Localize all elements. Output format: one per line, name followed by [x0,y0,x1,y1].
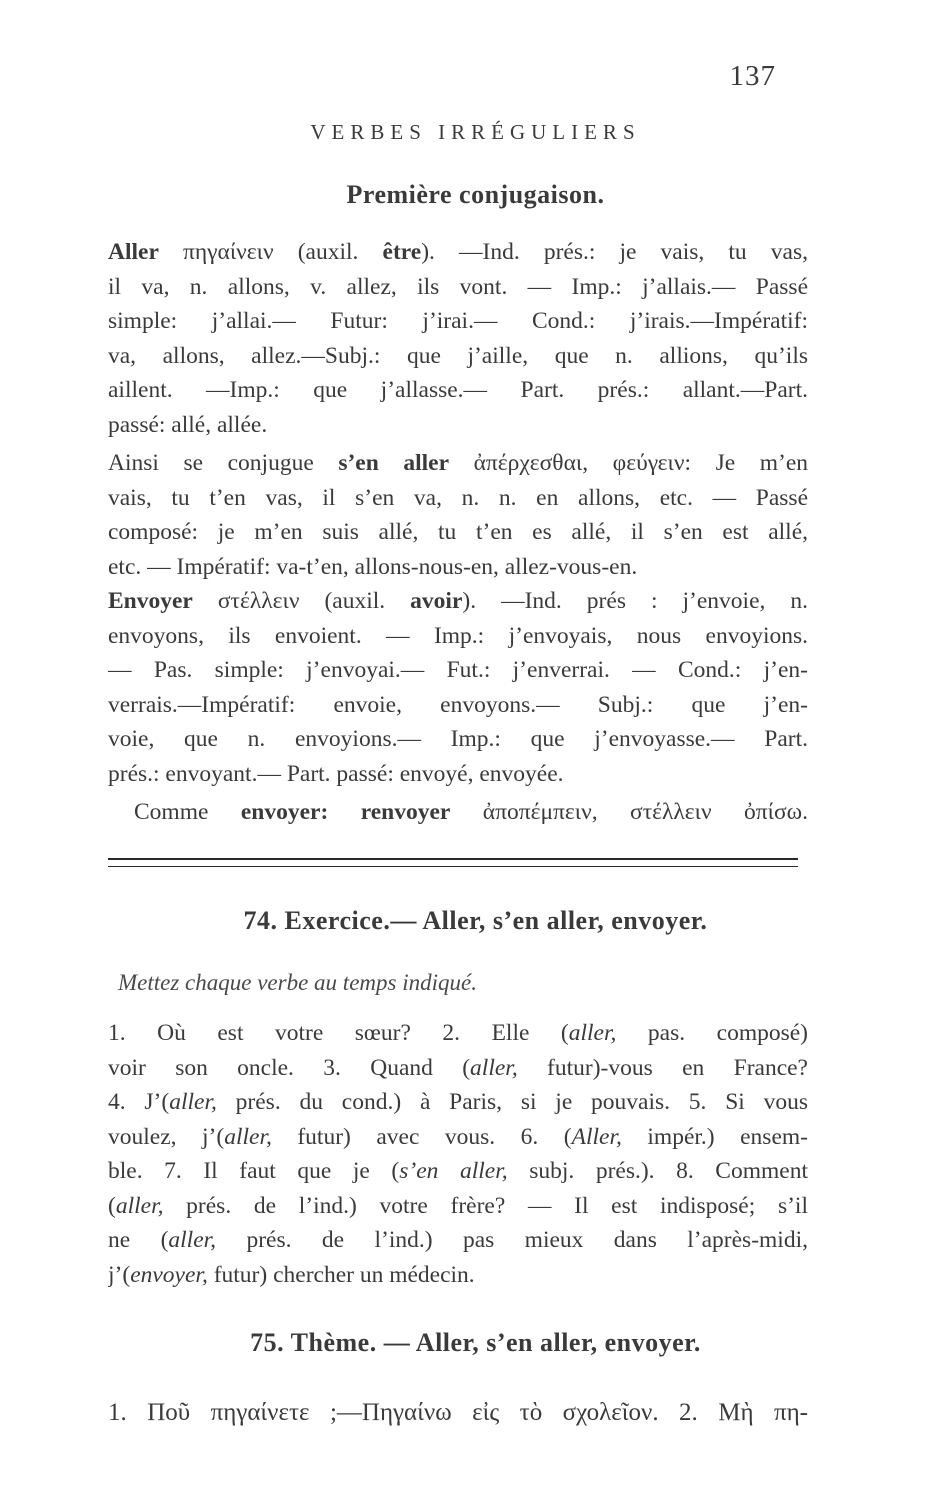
paragraph-comme [134,795,808,830]
text-line: voie, que n. envoyions.— Imp.: que j’envoyasse.— Part. [108,726,808,752]
text-line: il va, n. allons, v. allez, ils vont. — Imp.: j’allais.— Passé [108,273,808,300]
text-line: ne (aller, prés. de l’ind.) pas mieux dans l’après-midi, [108,1227,808,1253]
exercise-title: 74. Exercice.— Aller, s’en aller, envoyer. [243,906,708,935]
text-line: j’(envoyer, futur) chercher un médecin. [108,1261,475,1288]
text-line: verrais.—Impératif: envoie, envoyons.— Subj.: que j’en- [108,691,808,718]
text-line: Ainsi se conjugue s’en aller ἀπέρχεσθαι, φεύγειν: Je m’en [108,450,808,476]
theme-title: 75. Thème. — Aller, s’en aller, envoyer. [250,1328,701,1357]
text-line: Comme envoyer: renvoyer ἀποπέμπειν, στέλλειν ὀπίσω. [134,799,808,825]
text-line: composé: je m’en suis allé, tu t’en es allé, il s’en est allé, [108,519,808,545]
text-line: (aller, prés. de l’ind.) votre frère? — Il est indisposé; s’il [108,1192,808,1219]
text-line: envoyons, ils envoient. — Imp.: j’envoyais, nous envoyions. [108,622,808,649]
text-line: etc. — Impératif: va-t’en, allons-nous-en, allez-vous-en. [108,553,638,580]
text-line: va, allons, allez.—Subj.: que j’aille, que n. allions, qu’ils [108,342,808,369]
text-line: 4. J’(aller, prés. du cond.) à Paris, si je pouvais. 5. Si vous [108,1089,808,1115]
text-line: Envoyer στέλλειν (auxil. avoir). —Ind. prés : j’envoie, n. [108,588,808,614]
theme-first-line: 1. Ποῦ πηγαίνετε ;—Πηγαίνω εἰς τὸ σχολεῖον. 2. Μὴ πη- [108,1399,808,1426]
text-line: passé: allé, allée. [108,411,268,438]
text-line: vais, tu t’en vas, il s’en va, n. n. en allons, etc. — Passé [108,484,808,511]
text-line: — Pas. simple: j’envoyai.— Fut.: j’enverrai. — Cond.: j’en- [108,657,808,683]
text-line: voir son oncle. 3. Quand (aller, futur)-vous en France? [108,1054,808,1081]
exercise-instruction: Mettez chaque verbe au temps indiqué. [118,970,477,995]
text-line: voulez, j’(aller, futur) avec vous. 6. (Aller, impér.) ensem- [108,1123,808,1150]
exercise-body [108,1016,808,1292]
paragraph-s-en-aller [108,446,808,584]
text-line: aillent. —Imp.: que j’allasse.— Part. prés.: allant.—Part. [108,377,808,403]
paragraph-envoyer [108,584,808,791]
text-line: prés.: envoyant.— Part. passé: envoyé, envoyée. [108,760,564,787]
running-title: VERBES IRRÉGULIERS [310,120,641,144]
text-line: 1. Où est votre sœur? 2. Elle (aller, pas. composé) [108,1020,808,1046]
text-line: ble. 7. Il faut que je (s’en aller, subj. prés.). 8. Comment [108,1158,808,1184]
page-number: 137 [729,60,776,92]
divider-rule-thin [108,866,798,867]
section-title: Première conjugaison. [346,180,605,209]
divider-rule-thick [108,858,798,860]
paragraph-aller [108,235,808,442]
text-line: simple: j’allai.— Futur: j’irai.— Cond.: j’irais.—Impératif: [108,308,808,334]
text-line: Aller πηγαίνειν (auxil. être). —Ind. prés.: je vais, tu vas, [108,239,808,265]
